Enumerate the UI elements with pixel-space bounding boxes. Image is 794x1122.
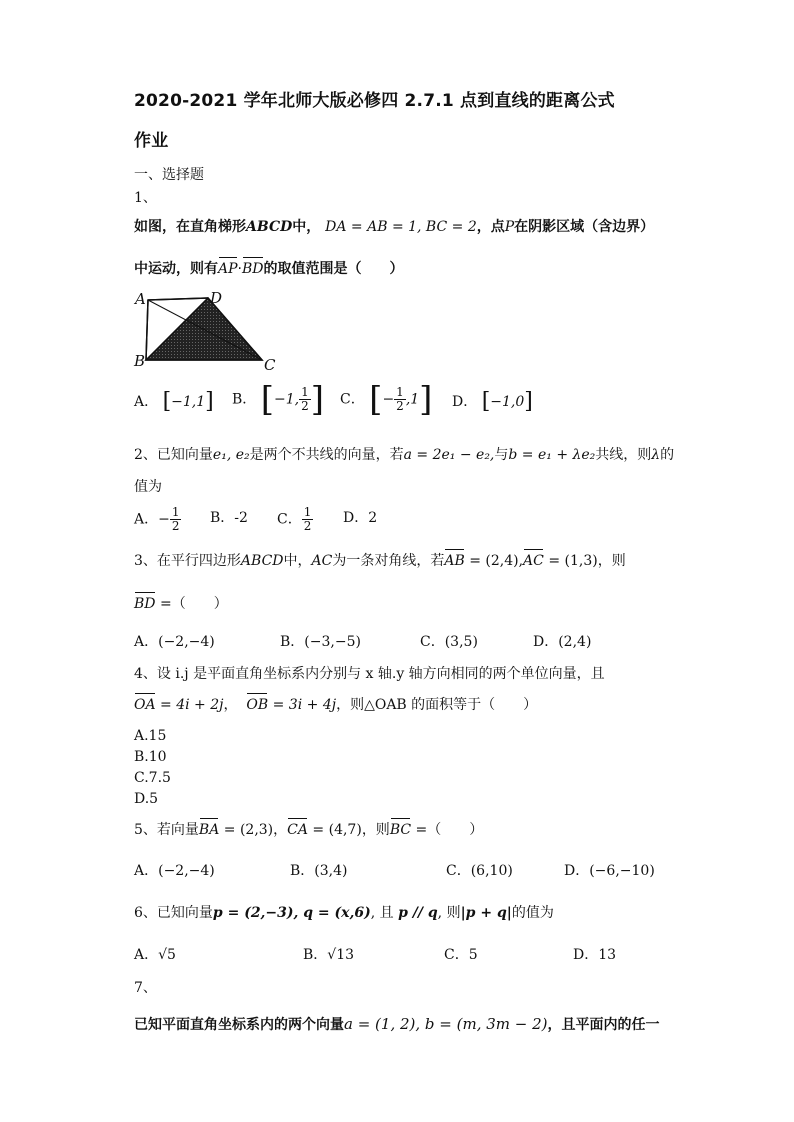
option-value: −1,: [274, 391, 300, 408]
q7-math: a = (1, 2), b = (m, 3m − 2): [344, 1015, 548, 1033]
fraction: [170, 506, 182, 533]
q6-option-d[interactable]: D．13: [573, 947, 617, 963]
bracket-right: ]: [419, 379, 433, 420]
q5-math: = (4,7): [307, 822, 362, 838]
vector-BC: BC: [389, 822, 412, 838]
q3-option-d[interactable]: D．(2,4): [533, 634, 592, 650]
q1-math: ABCD: [246, 219, 293, 235]
dot-operator: ·: [237, 261, 242, 277]
label-B: B: [134, 352, 146, 370]
numerator: 1: [171, 505, 180, 519]
q1-text: 中，: [292, 219, 321, 235]
vector-AB: AB: [444, 553, 465, 569]
q1-option-d[interactable]: [452, 389, 533, 414]
fraction: [394, 386, 406, 413]
vector-AP: AP: [218, 261, 238, 277]
q3-math: AC: [311, 553, 333, 569]
q1-math: DA = AB = 1, BC = 2: [325, 219, 477, 235]
q3-text: 3、在平行四边形: [134, 553, 241, 569]
label-A: A: [135, 290, 146, 308]
label-D: D: [210, 289, 223, 307]
q3-text: ，则: [597, 553, 626, 569]
option-label: C．: [340, 391, 365, 408]
option-value: −: [382, 391, 395, 408]
q3-text: 为一条对角线，若: [332, 553, 445, 569]
option-value: −1,1: [171, 394, 206, 410]
q5-text: ，则: [361, 822, 390, 838]
q4-option-c[interactable]: C.7.5: [134, 770, 171, 786]
numerator: 1: [396, 385, 404, 399]
q1-text: ，点: [476, 219, 505, 235]
q5-text: ，: [273, 822, 288, 838]
q6-option-c[interactable]: C．5: [444, 947, 478, 963]
q4-option-b[interactable]: B.10: [134, 749, 167, 765]
q1-option-b[interactable]: [232, 379, 325, 420]
q3-text: =（ ）: [155, 596, 228, 612]
vector-CA: CA: [287, 822, 308, 838]
doc-title-line1: 2020-2021 学年北师大版必修四 2.7.1 点到直线的距离公式: [134, 91, 615, 111]
q5-option-d[interactable]: D．(−6,−10): [564, 863, 655, 879]
q5-option-b[interactable]: B．(3,4): [290, 863, 348, 879]
q5-math: = (2,3): [219, 822, 274, 838]
option-label: B．: [232, 391, 257, 408]
q1-text: 如图，在直角梯形: [134, 219, 246, 235]
q4-text: ，: [223, 697, 238, 713]
q6-text: 的值为: [511, 905, 554, 921]
q6-text: , 且: [370, 905, 399, 921]
q7-number: 7、: [134, 980, 157, 996]
q5-stem: [134, 820, 483, 840]
option-value: −1,0: [490, 394, 525, 410]
denominator: 2: [303, 519, 312, 533]
q2-text: 是两个不共线的向量，若: [249, 447, 404, 463]
q1-option-c[interactable]: [340, 379, 433, 420]
option-label: A．: [134, 394, 159, 410]
vector-BD: BD: [134, 596, 156, 612]
q2-stem-line2: 值为: [134, 479, 162, 495]
bracket-right: ]: [205, 389, 214, 414]
bracket-right: ]: [310, 379, 325, 420]
q2-option-d[interactable]: D．2: [343, 510, 378, 526]
q2-stem-line1: [134, 445, 674, 465]
section-heading: 一、选择题: [134, 167, 204, 183]
fraction: [302, 506, 314, 533]
vector-OA: OA: [134, 697, 156, 713]
q1-math: P: [504, 219, 515, 235]
option-label: D．: [452, 394, 478, 410]
q3-option-c[interactable]: C．(3,5): [420, 634, 478, 650]
q2-text: 的: [660, 447, 675, 463]
edge-AB: [146, 300, 148, 360]
q7-stem: [134, 1014, 660, 1035]
q4-text: ，则△OAB 的面积等于（ ）: [336, 697, 538, 713]
q6-math: p // q: [398, 905, 438, 921]
bracket-left: [: [369, 379, 383, 420]
denominator: 2: [301, 399, 309, 413]
vector-AC: AC: [523, 553, 544, 569]
q6-math: p = (2,−3), q = (x,6): [212, 905, 371, 921]
q1-number: 1、: [134, 190, 157, 206]
q4-math: = 4i + 2j: [155, 697, 224, 713]
q7-text: 已知平面直角坐标系内的两个向量: [134, 1017, 344, 1033]
q6-math: |p + q|: [460, 905, 512, 921]
vector-OB: OB: [246, 697, 269, 713]
q4-option-d[interactable]: D.5: [134, 791, 159, 807]
q1-stem-line2: [134, 259, 404, 279]
q3-math: ABCD: [240, 553, 284, 569]
option-value: ,1: [405, 391, 420, 408]
q5-option-a[interactable]: A．(−2,−4): [134, 863, 215, 879]
denominator: 2: [396, 399, 404, 413]
q4-stem-line1: 4、设 i.j 是平面直角坐标系内分别与 x 轴.y 轴方向相同的两个单位向量，且: [134, 666, 605, 682]
q1-text: 中运动，则有: [134, 261, 218, 277]
q6-stem: [134, 903, 554, 923]
option-label: A．−: [134, 511, 170, 528]
q2-text: 2、已知向量: [134, 447, 213, 463]
q3-math: = (1,3): [543, 553, 598, 569]
q2-option-a[interactable]: [134, 506, 181, 533]
q7-text: ，且平面内的任一: [547, 1017, 660, 1033]
label-C: C: [264, 356, 276, 374]
q6-text: , 则: [437, 905, 461, 921]
q3-text: 中，: [283, 553, 312, 569]
q3-math: = (2,4),: [464, 553, 524, 569]
bracket-right: ]: [524, 389, 533, 414]
q5-text: =（ ）: [411, 822, 484, 838]
q2-math: b = e₁ + λe₂: [508, 447, 596, 463]
q4-stem-line2: [134, 695, 537, 715]
q3-stem-line2: [134, 594, 228, 614]
q5-option-c[interactable]: C．(6,10): [446, 863, 513, 879]
q6-option-a[interactable]: A．√5: [134, 947, 176, 963]
fraction: [299, 386, 311, 413]
q5-text: 5、若向量: [134, 822, 199, 838]
q2-math: λ: [651, 447, 661, 463]
bracket-left: [: [481, 389, 491, 414]
q2-option-b[interactable]: B．-2: [210, 510, 248, 526]
q2-text: 与: [494, 447, 509, 463]
q3-stem-line1: [134, 551, 626, 571]
trapezoid-figure: [132, 288, 282, 374]
q2-math: e₁, e₂: [212, 447, 250, 463]
numerator: 1: [301, 385, 309, 399]
numerator: 1: [303, 505, 312, 519]
bracket-left: [: [162, 389, 172, 414]
q1-option-a[interactable]: [134, 389, 214, 414]
doc-title-line2: 作业: [134, 131, 169, 151]
edge-AD: [148, 298, 208, 300]
denominator: 2: [171, 519, 180, 533]
q2-math: a = 2e₁ − e₂,: [403, 447, 495, 463]
q2-option-c[interactable]: [277, 506, 313, 533]
q6-option-b[interactable]: B．√13: [303, 947, 355, 963]
q2-text: 共线，则: [595, 447, 652, 463]
q6-text: 6、已知向量: [134, 905, 213, 921]
q1-text: 的取值范围是（ ）: [263, 261, 404, 277]
q3-option-b[interactable]: B．(−3,−5): [280, 634, 361, 650]
q1-text: 在阴影区域（含边界）: [514, 219, 655, 235]
vector-BA: BA: [198, 822, 220, 838]
q1-stem-line1: [134, 217, 654, 237]
vector-BD: BD: [241, 261, 264, 277]
bracket-left: [: [260, 379, 275, 420]
q4-math: = 3i + 4j: [268, 697, 337, 713]
q3-option-a[interactable]: A．(−2,−4): [134, 634, 215, 650]
q4-option-a[interactable]: A.15: [134, 728, 167, 744]
option-label: C．: [277, 511, 302, 528]
